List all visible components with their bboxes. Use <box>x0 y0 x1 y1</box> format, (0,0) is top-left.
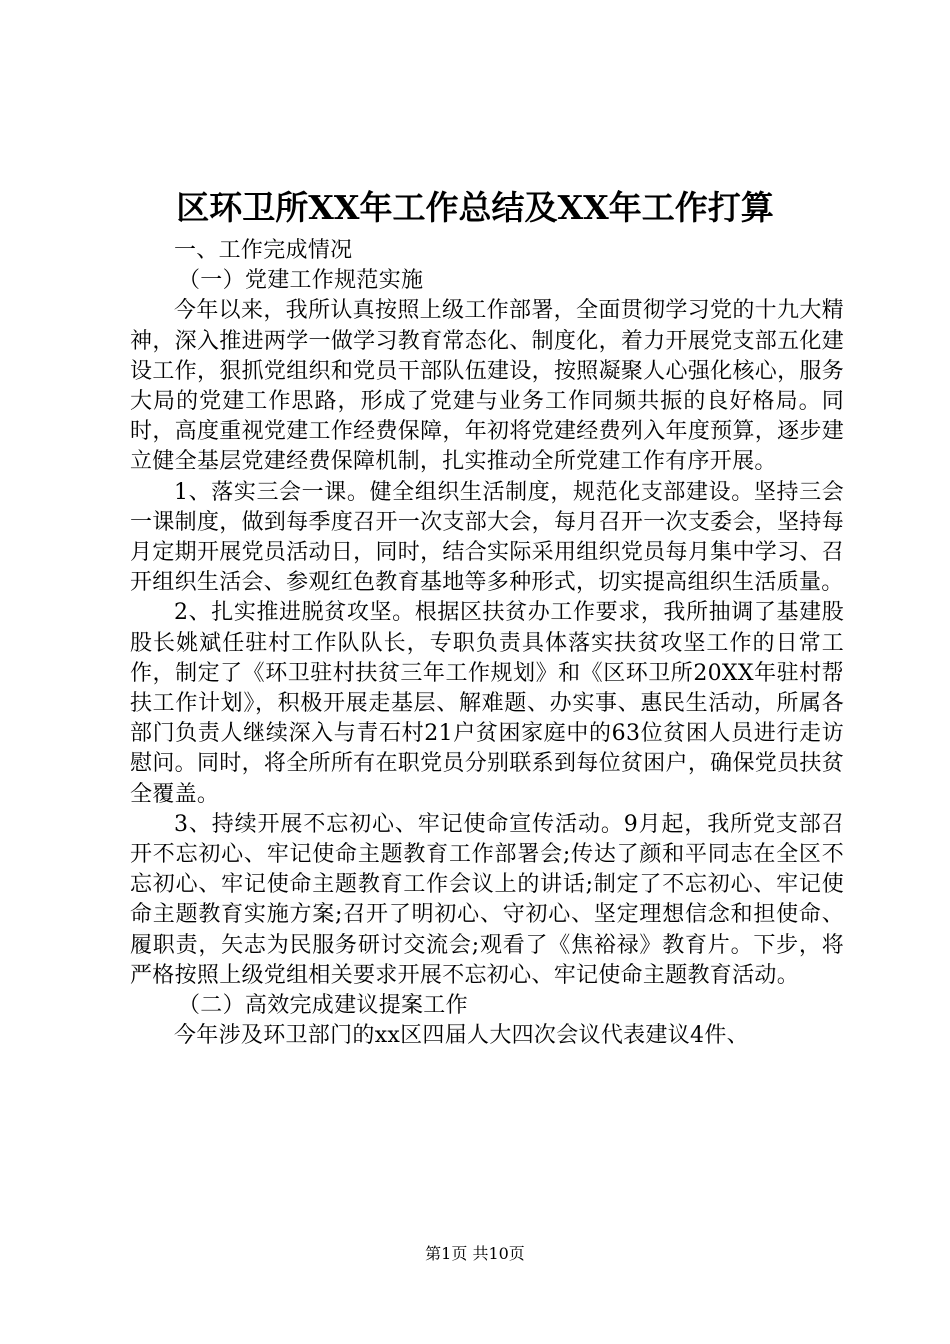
page-number-footer: 第1页 共10页 <box>425 1244 525 1263</box>
paragraph-three-meetings: 1、落实三会一课。健全组织生活制度，规范化支部建设。坚持三会一课制度，做到每季度召开一次支部大会，每月召开一次支委会，坚持每月定期开展党员活动日，同时，结合实际采用组织党员每月集中学习、召开组织生活会、参观红色教育基地等多种形式，切实提高组织生活质量。 <box>130 479 844 596</box>
subsection-heading-1: （一）党建工作规范实施 <box>178 268 424 294</box>
paragraph-party-building: 今年以来，我所认真按照上级工作部署，全面贯彻学习党的十九大精神，深入推进两学一做学习教育常态化、制度化，着力开展党支部五化建设工作，狠抓党组织和党员干部队伍建设，按照凝聚人心强化核心，服务大局的党建工作思路，形成了党建与业务工作同频共振的良好格局。同时，高度重视党建工作经费保障，年初将党建经费列入年度预算，逐步建立健全基层党建经费保障机制，扎实推动全所党建工作有序开展。 <box>130 298 844 475</box>
section-heading-1: 一、工作完成情况 <box>174 238 353 263</box>
paragraph-proposals: 今年涉及环卫部门的xx区四届人大四次会议代表建议4件、 <box>174 1023 749 1049</box>
document-body <box>130 236 844 1051</box>
document-title: 区环卫所XX年工作总结及XX年工作打算 <box>176 188 774 227</box>
paragraph-poverty-alleviation: 2、扎实推进脱贫攻坚。根据区扶贫办工作要求，我所抽调了基建股股长姚斌任驻村工作队队长，专职负责具体落实扶贫攻坚工作的日常工作，制定了《环卫驻村扶贫三年工作规划》和《区环卫所20XX年驻村帮扶工作计划》，积极开展走基层、解难题、办实事、惠民生活动，所属各部门负责人继续深入与青石村21户贫困家庭中的63位贫困人员进行走访慰问。同时，将全所所有在职党员分别联系到每位贫困户，确保党员扶贫全覆盖。 <box>130 600 844 807</box>
paragraph-original-mission: 3、持续开展不忘初心、牢记使命宣传活动。9月起，我所党支部召开不忘初心、牢记使命主题教育工作部署会;传达了颜和平同志在全区不忘初心、牢记使命主题教育工作会议上的讲话;制定了不忘初心、牢记使命主题教育实施方案;召开了明初心、守初心、坚定理想信念和担使命、履职责，矢志为民服务研讨交流会;观看了《焦裕禄》教育片。下步，将严格按照上级党组相关要求开展不忘初心、牢记使命主题教育活动。 <box>130 811 844 988</box>
subsection-heading-2: （二）高效完成建议提案工作 <box>178 993 468 1019</box>
